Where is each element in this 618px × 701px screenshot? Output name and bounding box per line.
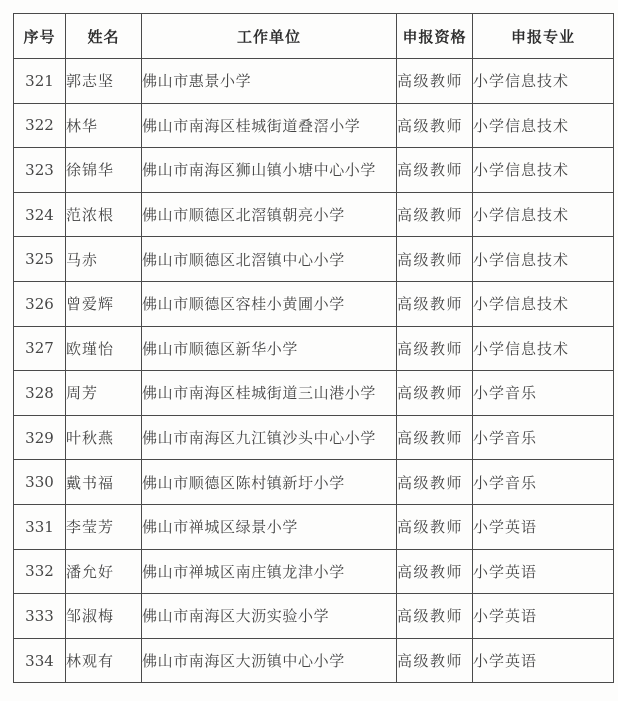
cell-no: 321	[14, 59, 66, 104]
cell-qualification: 高级教师	[397, 237, 473, 282]
cell-no: 329	[14, 415, 66, 460]
cell-name: 马赤	[66, 237, 142, 282]
cell-qualification: 高级教师	[397, 504, 473, 549]
cell-major: 小学信息技术	[473, 326, 614, 371]
cell-no: 322	[14, 103, 66, 148]
cell-name: 叶秋燕	[66, 415, 142, 460]
cell-unit: 佛山市南海区大沥镇中心小学	[142, 638, 397, 683]
cell-no: 327	[14, 326, 66, 371]
table-row	[14, 415, 614, 460]
cell-unit: 佛山市顺德区新华小学	[142, 326, 397, 371]
cell-name: 潘允好	[66, 549, 142, 594]
table-row	[14, 460, 614, 505]
table-row	[14, 549, 614, 594]
header-qualification: 申报资格	[397, 14, 473, 59]
table-row	[14, 594, 614, 639]
cell-qualification: 高级教师	[397, 415, 473, 460]
cell-no: 332	[14, 549, 66, 594]
cell-major: 小学英语	[473, 638, 614, 683]
table-row	[14, 371, 614, 416]
cell-unit: 佛山市南海区大沥实验小学	[142, 594, 397, 639]
cell-no: 323	[14, 148, 66, 193]
header-name: 姓名	[66, 14, 142, 59]
cell-major: 小学英语	[473, 549, 614, 594]
cell-qualification: 高级教师	[397, 549, 473, 594]
cell-qualification: 高级教师	[397, 638, 473, 683]
cell-unit: 佛山市禅城区绿景小学	[142, 504, 397, 549]
table-row	[14, 103, 614, 148]
cell-name: 林观有	[66, 638, 142, 683]
cell-major: 小学英语	[473, 504, 614, 549]
cell-no: 331	[14, 504, 66, 549]
cell-name: 欧瑾怡	[66, 326, 142, 371]
cell-unit: 佛山市南海区桂城街道叠滘小学	[142, 103, 397, 148]
cell-unit: 佛山市惠景小学	[142, 59, 397, 104]
cell-qualification: 高级教师	[397, 460, 473, 505]
cell-name: 邹淑梅	[66, 594, 142, 639]
cell-qualification: 高级教师	[397, 192, 473, 237]
table-row	[14, 281, 614, 326]
cell-major: 小学信息技术	[473, 281, 614, 326]
table-row	[14, 504, 614, 549]
cell-major: 小学信息技术	[473, 148, 614, 193]
cell-unit: 佛山市南海区狮山镇小塘中心小学	[142, 148, 397, 193]
cell-name: 李莹芳	[66, 504, 142, 549]
cell-unit: 佛山市顺德区陈村镇新圩小学	[142, 460, 397, 505]
table-row	[14, 237, 614, 282]
cell-name: 戴书福	[66, 460, 142, 505]
cell-name: 周芳	[66, 371, 142, 416]
cell-major: 小学信息技术	[473, 192, 614, 237]
header-unit: 工作单位	[142, 14, 397, 59]
cell-qualification: 高级教师	[397, 371, 473, 416]
table-row	[14, 148, 614, 193]
cell-major: 小学音乐	[473, 371, 614, 416]
cell-no: 330	[14, 460, 66, 505]
table-row	[14, 638, 614, 683]
cell-unit: 佛山市南海区桂城街道三山港小学	[142, 371, 397, 416]
cell-qualification: 高级教师	[397, 103, 473, 148]
cell-name: 郭志坚	[66, 59, 142, 104]
cell-unit: 佛山市顺德区北滘镇中心小学	[142, 237, 397, 282]
cell-major: 小学信息技术	[473, 103, 614, 148]
cell-no: 326	[14, 281, 66, 326]
cell-unit: 佛山市顺德区容桂小黄圃小学	[142, 281, 397, 326]
cell-qualification: 高级教师	[397, 594, 473, 639]
cell-no: 324	[14, 192, 66, 237]
header-major: 申报专业	[473, 14, 614, 59]
cell-unit: 佛山市顺德区北滘镇朝亮小学	[142, 192, 397, 237]
cell-name: 曾爱辉	[66, 281, 142, 326]
table-row	[14, 59, 614, 104]
cell-qualification: 高级教师	[397, 59, 473, 104]
roster-table	[13, 13, 614, 683]
header-no: 序号	[14, 14, 66, 59]
cell-no: 333	[14, 594, 66, 639]
cell-qualification: 高级教师	[397, 326, 473, 371]
cell-major: 小学音乐	[473, 415, 614, 460]
cell-qualification: 高级教师	[397, 148, 473, 193]
cell-no: 328	[14, 371, 66, 416]
table-row	[14, 326, 614, 371]
cell-name: 林华	[66, 103, 142, 148]
table-row	[14, 192, 614, 237]
cell-major: 小学信息技术	[473, 237, 614, 282]
cell-no: 325	[14, 237, 66, 282]
cell-qualification: 高级教师	[397, 281, 473, 326]
cell-name: 范浓根	[66, 192, 142, 237]
table-header-row	[14, 14, 614, 59]
cell-major: 小学英语	[473, 594, 614, 639]
cell-major: 小学信息技术	[473, 59, 614, 104]
cell-unit: 佛山市南海区九江镇沙头中心小学	[142, 415, 397, 460]
cell-name: 徐锦华	[66, 148, 142, 193]
cell-unit: 佛山市禅城区南庄镇龙津小学	[142, 549, 397, 594]
cell-no: 334	[14, 638, 66, 683]
cell-major: 小学音乐	[473, 460, 614, 505]
